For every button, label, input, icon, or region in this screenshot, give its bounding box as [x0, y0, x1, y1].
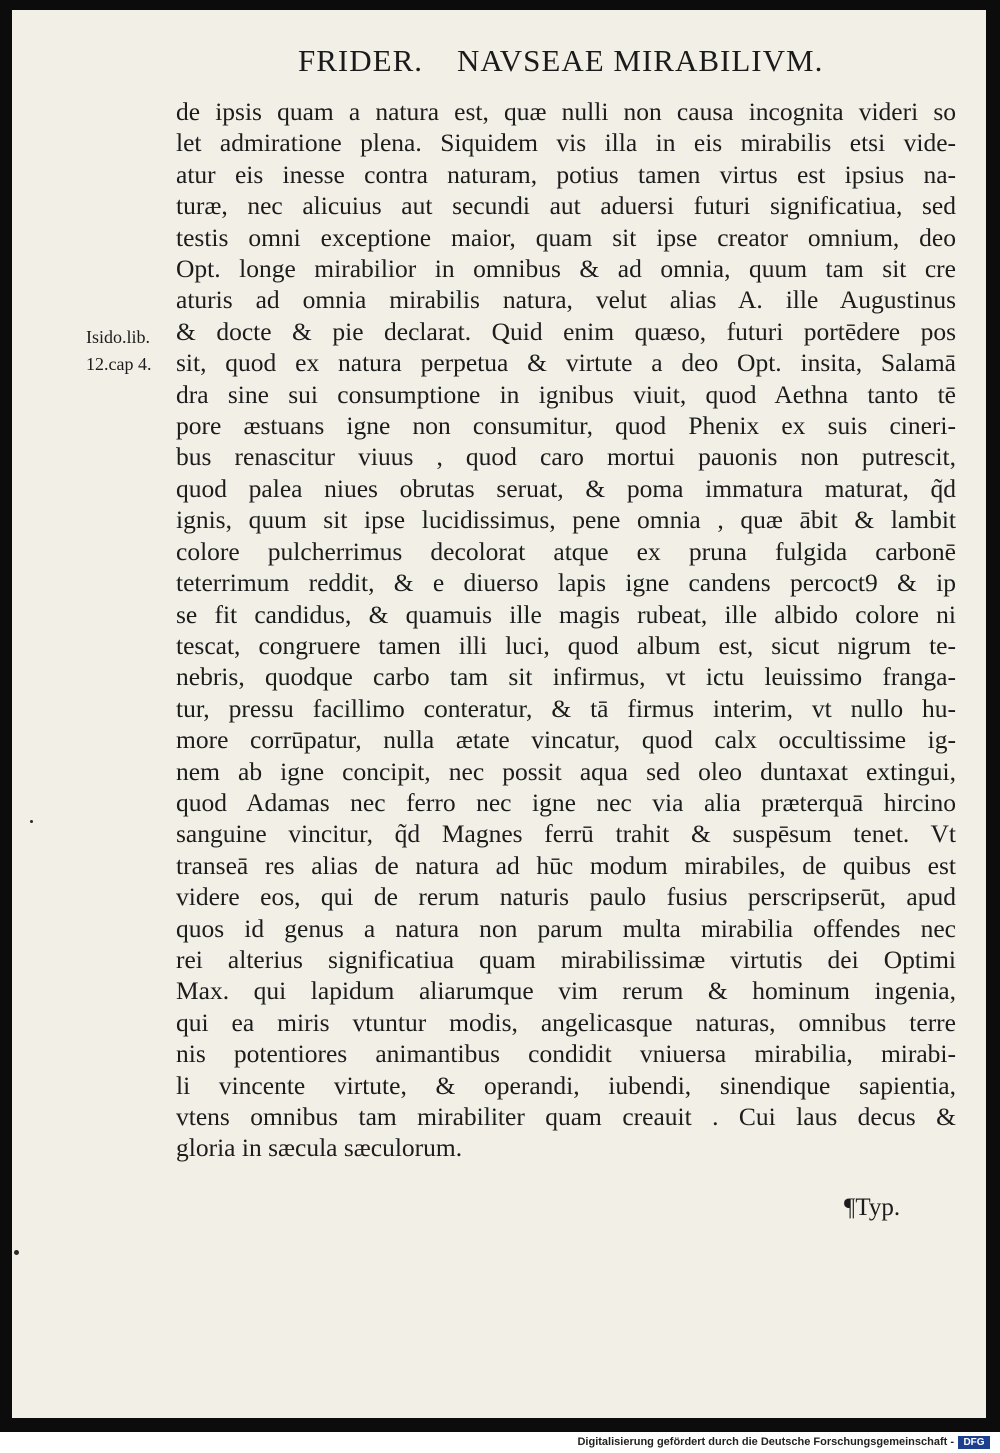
text-line: transeā res alias de natura ad hūc modum mirabiles, de quibus est — [176, 850, 956, 880]
text-line: li vincente virtute, & operandi, iubendi, sinendique sapientia, — [176, 1070, 956, 1100]
text-line: quos id genus a natura non parum multa mirabilia offendes nec — [176, 913, 956, 943]
text-line: ignis, quum sit ipse lucidissimus, pene omnia , quæ ābit & lambit — [176, 505, 956, 535]
text-line: gloria in sæcula sæculorum. — [176, 1133, 463, 1163]
text-line: nebris, quodque carbo tam sit infirmus, vt ictu leuissimo franga- — [176, 662, 956, 692]
text-line: atur eis inesse contra naturam, potius tamen virtus est ipsius na- — [176, 159, 956, 189]
marginal-note-line: Isido.lib. — [86, 327, 151, 347]
ink-spot — [30, 820, 33, 823]
text-line: & docte & pie declarat. Quid enim quæso, futuri portēdere pos — [176, 316, 956, 346]
text-line: Max. qui lapidum aliarumque vim rerum & hominum ingenia, — [176, 976, 956, 1006]
text-line: vtens omnibus tam mirabiliter quam creauit . Cui laus decus & — [176, 1102, 956, 1131]
text-line: turæ, nec alicuius aut secundi aut aduersi futuri significatiua, sed — [176, 191, 956, 221]
text-line: quod palea niues obrutas seruat, & poma immatura maturat, q̃d — [176, 473, 956, 503]
text-line: Opt. longe mirabilior in omnibus & ad omnia, quum tam sit cre — [176, 254, 956, 284]
header-left: FRIDER. — [298, 43, 423, 78]
catchword: ¶Typ. — [844, 1194, 901, 1221]
text-line: teterrimum reddit, & e diuerso lapis igne candens percoct9 & ip — [176, 568, 956, 598]
dfg-logo: DFG — [958, 1436, 990, 1449]
text-line: rei alterius significatiua quam mirabilissimæ virtutis dei Optimi — [176, 944, 956, 974]
text-line: quod Adamas nec ferro nec igne nec via alia præterquā hircino — [176, 787, 956, 817]
text-line: more corrūpatur, nulla ætate vincatur, quod calx occultissime ig- — [176, 725, 956, 755]
text-line: let admiratione plena. Siquidem vis illa in eis mirabilis etsi vide- — [176, 128, 956, 158]
text-line: bus renascitur viuus , quod caro mortui pauonis non putrescit, — [176, 442, 956, 472]
marginal-note — [86, 324, 151, 378]
text-line: qui ea miris vtuntur modis, angelicasque naturas, omnibus terre — [176, 1007, 956, 1037]
text-line: videre eos, qui de rerum naturis paulo fusius perscripserūt, apud — [176, 882, 956, 912]
footer-credit: Digitalisierung gefördert durch die Deutsche Forschungsgemeinschaft - — [577, 1436, 954, 1448]
marginal-note-line: 12.cap 4. — [86, 354, 152, 374]
text-line: nis potentiores animantibus condidit vniuersa mirabilia, mirabi- — [176, 1039, 956, 1069]
text-line: colore pulcherrimus decolorat atque ex pruna fulgida carbonē — [176, 536, 956, 566]
text-line: de ipsis quam a natura est, quæ nulli non causa incognita videri so — [176, 97, 956, 126]
text-line: tur, pressu facillimo conteratur, & tā firmus interim, vt nullo hu- — [176, 693, 956, 723]
body-text — [176, 96, 956, 1164]
ink-spot — [14, 1250, 19, 1255]
text-line: pore æstuans igne non consumitur, quod Phenix ex suis cineri- — [176, 411, 956, 441]
text-line: tescat, congruere tamen illi luci, quod album est, sicut nigrum te- — [176, 630, 956, 660]
text-line: testis omni exceptione maior, quam sit ipse creator omnium, deo — [176, 222, 956, 252]
text-line: sanguine vincitur, q̃d Magnes ferrū trahit & suspēsum tenet. Vt — [176, 819, 956, 849]
header-right: NAVSEAE MIRABILIVM. — [457, 43, 824, 78]
text-line: dra sine sui consumptione in ignibus viuit, quod Aethna tanto tē — [176, 379, 956, 409]
text-line: aturis ad omnia mirabilis natura, velut alias A. ille Augustinus — [176, 285, 956, 315]
text-line: sit, quod ex natura perpetua & virtute a deo Opt. insita, Salamā — [176, 348, 956, 378]
text-line: nem ab igne concipit, nec possit aqua sed oleo duntaxat extingui, — [176, 756, 956, 786]
running-header — [298, 43, 823, 79]
text-line: se fit candidus, & quamuis ille magis rubeat, ille albido colore ni — [176, 599, 956, 629]
